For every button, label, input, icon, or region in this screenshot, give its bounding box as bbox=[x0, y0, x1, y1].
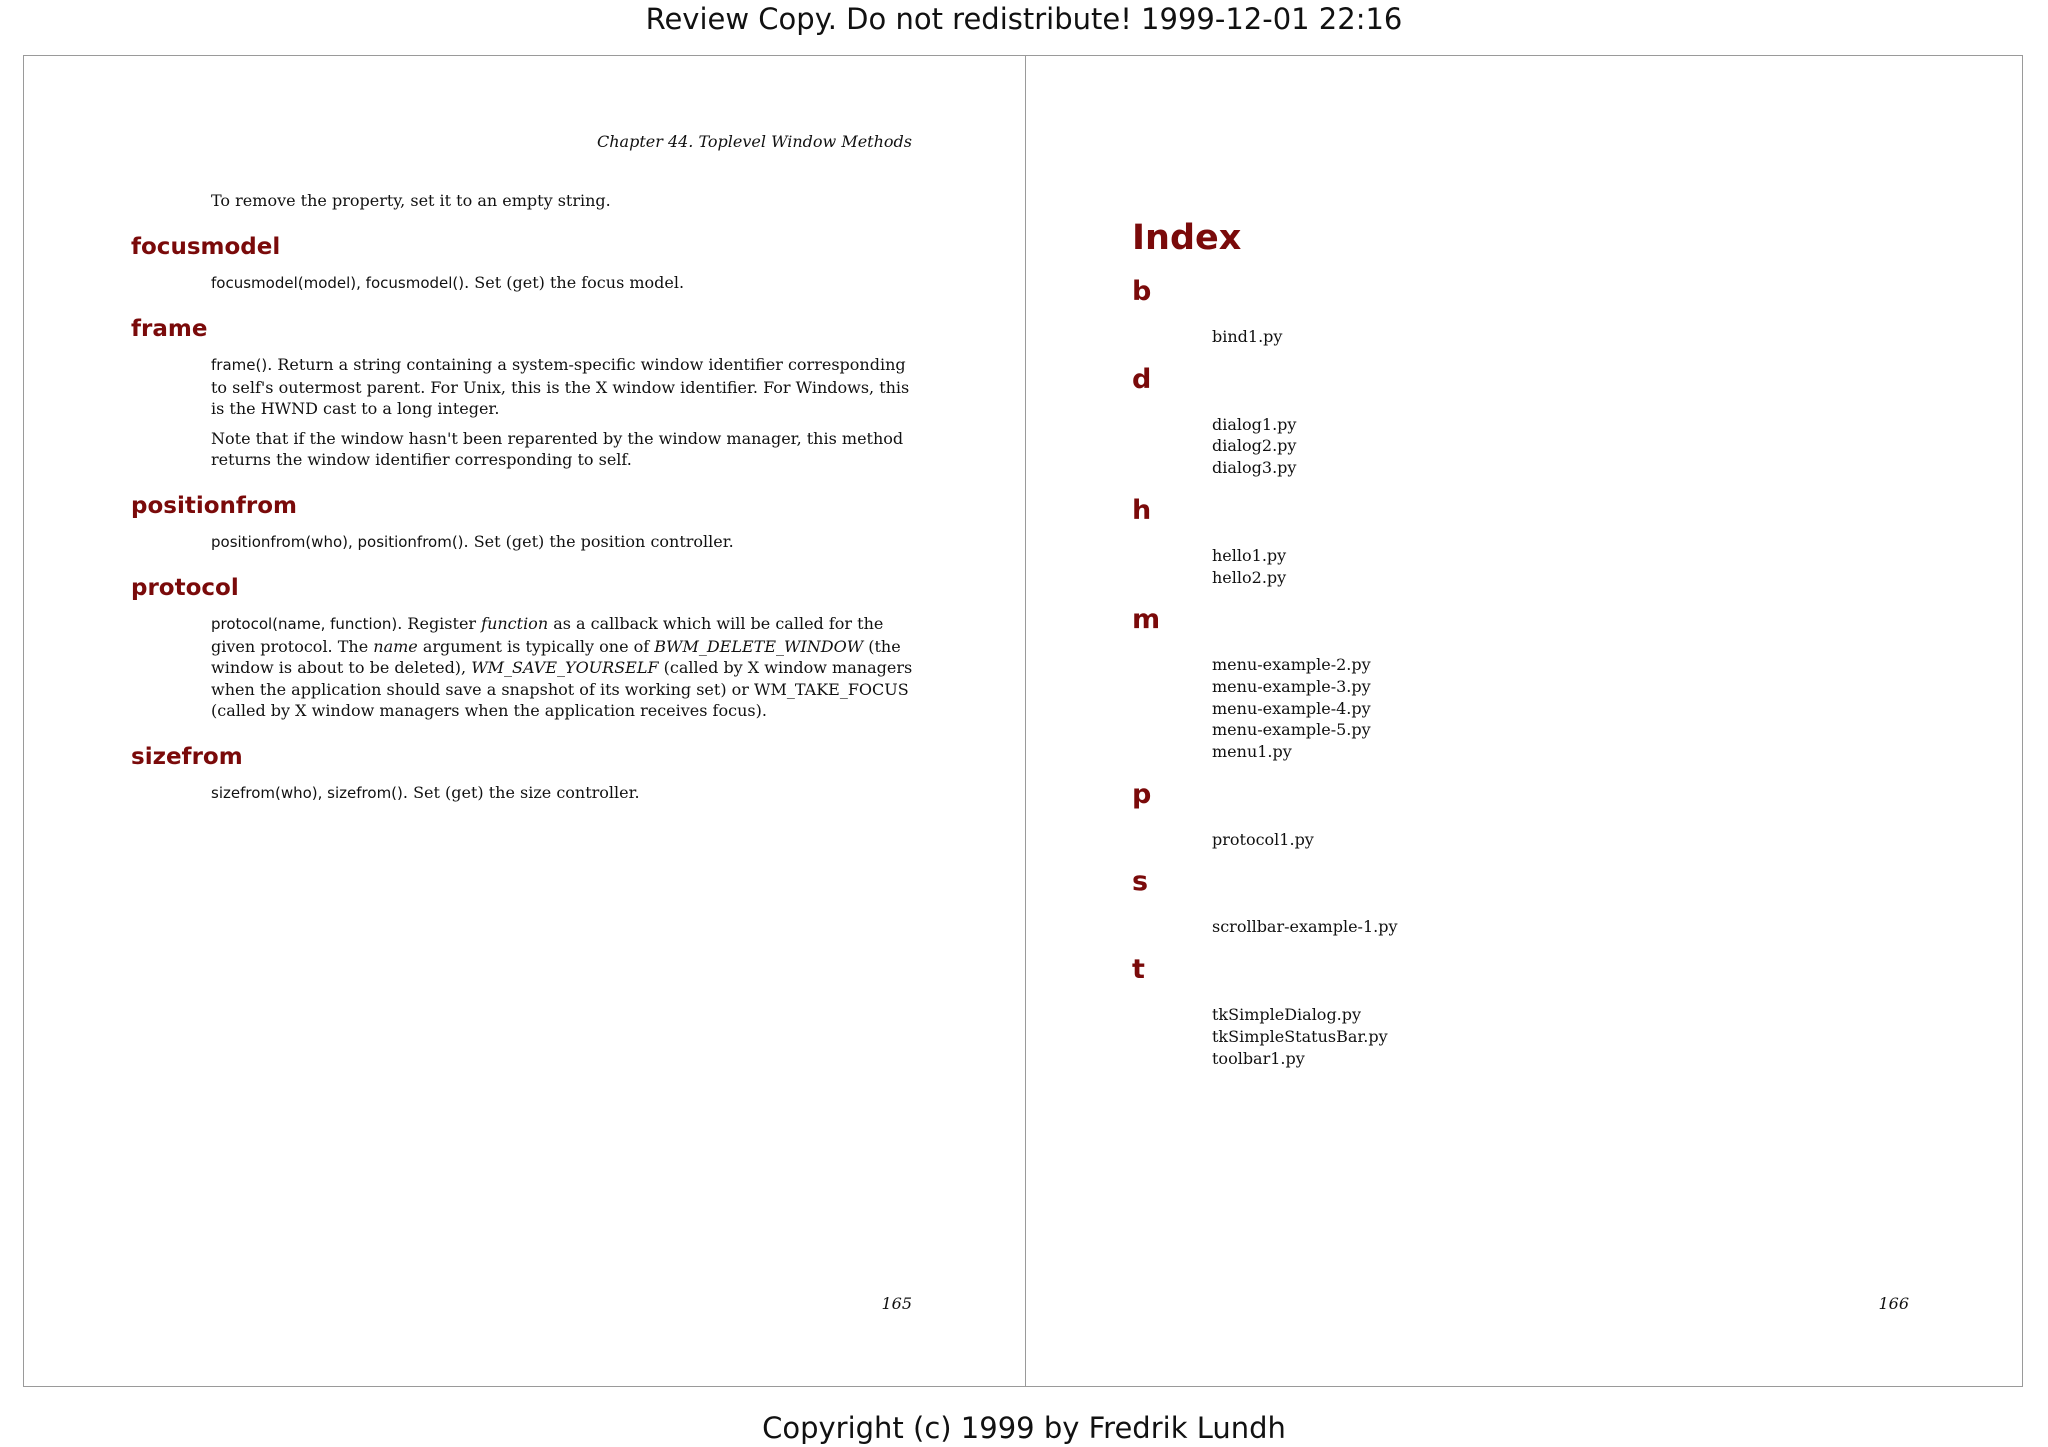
section-title: sizefrom bbox=[131, 743, 243, 770]
index-group-t bbox=[1132, 952, 1932, 1069]
index-entry: menu-example-3.py bbox=[1212, 676, 1371, 696]
index-letter: b bbox=[1132, 276, 1152, 307]
description-text: . Return a string containing a system-specific window identifier corresponding to self's outermost parent. For Unix, this is the X window identifier. For Windows, this is the HWND cast to a long integer. bbox=[211, 355, 910, 418]
section-title: focusmodel bbox=[131, 233, 281, 260]
method-description bbox=[211, 531, 921, 554]
index-entry: toolbar1.py bbox=[1212, 1048, 1305, 1068]
description-text: . Register bbox=[397, 614, 482, 633]
index-entries bbox=[1212, 545, 1932, 588]
description-text: . Set (get) the size controller. bbox=[402, 782, 640, 802]
index-entry: scrollbar-example-1.py bbox=[1212, 917, 1398, 937]
method-signature: frame() bbox=[211, 356, 268, 374]
description-text: . Set (get) the focus model. bbox=[464, 272, 685, 292]
index-group-m bbox=[1132, 602, 1932, 763]
index-group-p bbox=[1132, 777, 1932, 851]
index-group-s bbox=[1132, 864, 1932, 938]
index-letter: d bbox=[1132, 363, 1152, 395]
left-page-content bbox=[131, 190, 921, 804]
index-entry: menu-example-5.py bbox=[1212, 720, 1371, 740]
index-letter: s bbox=[1132, 866, 1149, 898]
index-entry: menu-example-2.py bbox=[1212, 655, 1371, 675]
description-text: (the window is about to be deleted), bbox=[211, 636, 901, 677]
method-description bbox=[211, 613, 921, 722]
emphasis-function: function bbox=[481, 614, 549, 633]
index-entry: protocol1.py bbox=[1212, 829, 1314, 849]
method-signature: focusmodel(model), focusmodel() bbox=[211, 273, 465, 292]
method-description bbox=[211, 272, 921, 295]
section-title: positionfrom bbox=[131, 492, 298, 519]
right-page bbox=[1026, 56, 2022, 1386]
left-page bbox=[24, 56, 1025, 1386]
index-entry: hello1.py bbox=[1212, 545, 1287, 565]
index-group-h bbox=[1132, 493, 1932, 588]
index-letter: p bbox=[1132, 778, 1152, 810]
method-description bbox=[211, 354, 921, 420]
index-entries bbox=[1212, 654, 1932, 763]
intro-paragraph: To remove the property, set it to an empty string. bbox=[211, 191, 611, 210]
section-frame bbox=[131, 314, 921, 471]
index-entry: hello2.py bbox=[1212, 567, 1287, 587]
method-description bbox=[211, 782, 921, 805]
index-entries bbox=[1212, 916, 1932, 938]
index-entry: menu1.py bbox=[1212, 742, 1292, 762]
section-positionfrom bbox=[131, 491, 921, 554]
index-entries bbox=[1212, 1004, 1932, 1069]
method-signature: protocol(name, function) bbox=[211, 615, 398, 633]
index-letter: m bbox=[1132, 604, 1161, 636]
description-text: as a callback which will be called for the given protocol. The bbox=[211, 614, 884, 656]
method-signature: sizefrom(who), sizefrom() bbox=[211, 783, 403, 802]
method-note: Note that if the window hasn't been reparented by the window manager, this method returns the window identifier corresponding to self. bbox=[211, 428, 904, 469]
page-number: 166 bbox=[1878, 1294, 1909, 1313]
index-entry: tkSimpleDialog.py bbox=[1212, 1005, 1362, 1025]
emphasis-delete-window: BWM_DELETE_WINDOW bbox=[654, 636, 864, 656]
section-sizefrom bbox=[131, 742, 921, 805]
description-text: . Set (get) the position controller. bbox=[463, 531, 734, 551]
index-entry: dialog3.py bbox=[1212, 458, 1297, 478]
section-title: frame bbox=[131, 316, 208, 342]
index-entry: dialog2.py bbox=[1212, 436, 1297, 456]
section-protocol bbox=[131, 573, 921, 722]
index-entry: menu-example-4.py bbox=[1212, 698, 1371, 718]
review-copy-banner: Review Copy. Do not redistribute! 1999-12-01 22:16 bbox=[645, 2, 1403, 36]
index-title: Index bbox=[1132, 218, 1242, 258]
index-entry: bind1.py bbox=[1212, 327, 1283, 346]
index-group-d bbox=[1132, 362, 1932, 479]
index-content bbox=[1132, 216, 1932, 1069]
index-group-b bbox=[1132, 274, 1932, 348]
method-signature: positionfrom(who), positionfrom() bbox=[211, 532, 464, 551]
description-text: argument is typically one of bbox=[417, 636, 655, 656]
index-entry: tkSimpleStatusBar.py bbox=[1212, 1026, 1388, 1046]
emphasis-name: name bbox=[373, 636, 418, 656]
running-head: Chapter 44. Toplevel Window Methods bbox=[596, 132, 912, 151]
section-focusmodel bbox=[131, 232, 921, 295]
section-title: protocol bbox=[131, 575, 239, 601]
copyright-banner: Copyright (c) 1999 by Fredrik Lundh bbox=[762, 1411, 1286, 1445]
page-number: 165 bbox=[881, 1294, 912, 1313]
book-spread bbox=[23, 55, 2023, 1387]
emphasis-save-yourself: WM_SAVE_YOURSELF bbox=[471, 658, 659, 677]
index-entry: dialog1.py bbox=[1212, 414, 1297, 434]
index-letter: t bbox=[1132, 954, 1145, 986]
index-letter: h bbox=[1132, 494, 1152, 526]
index-entries bbox=[1212, 414, 1932, 479]
description-text: (called by X window managers when the application should save a snapshot of its working set) or WM_TAKE_FOCUS (called by X window managers when the application receives focus). bbox=[211, 658, 913, 720]
index-entries bbox=[1212, 829, 1932, 851]
index-entries bbox=[1212, 326, 1932, 348]
